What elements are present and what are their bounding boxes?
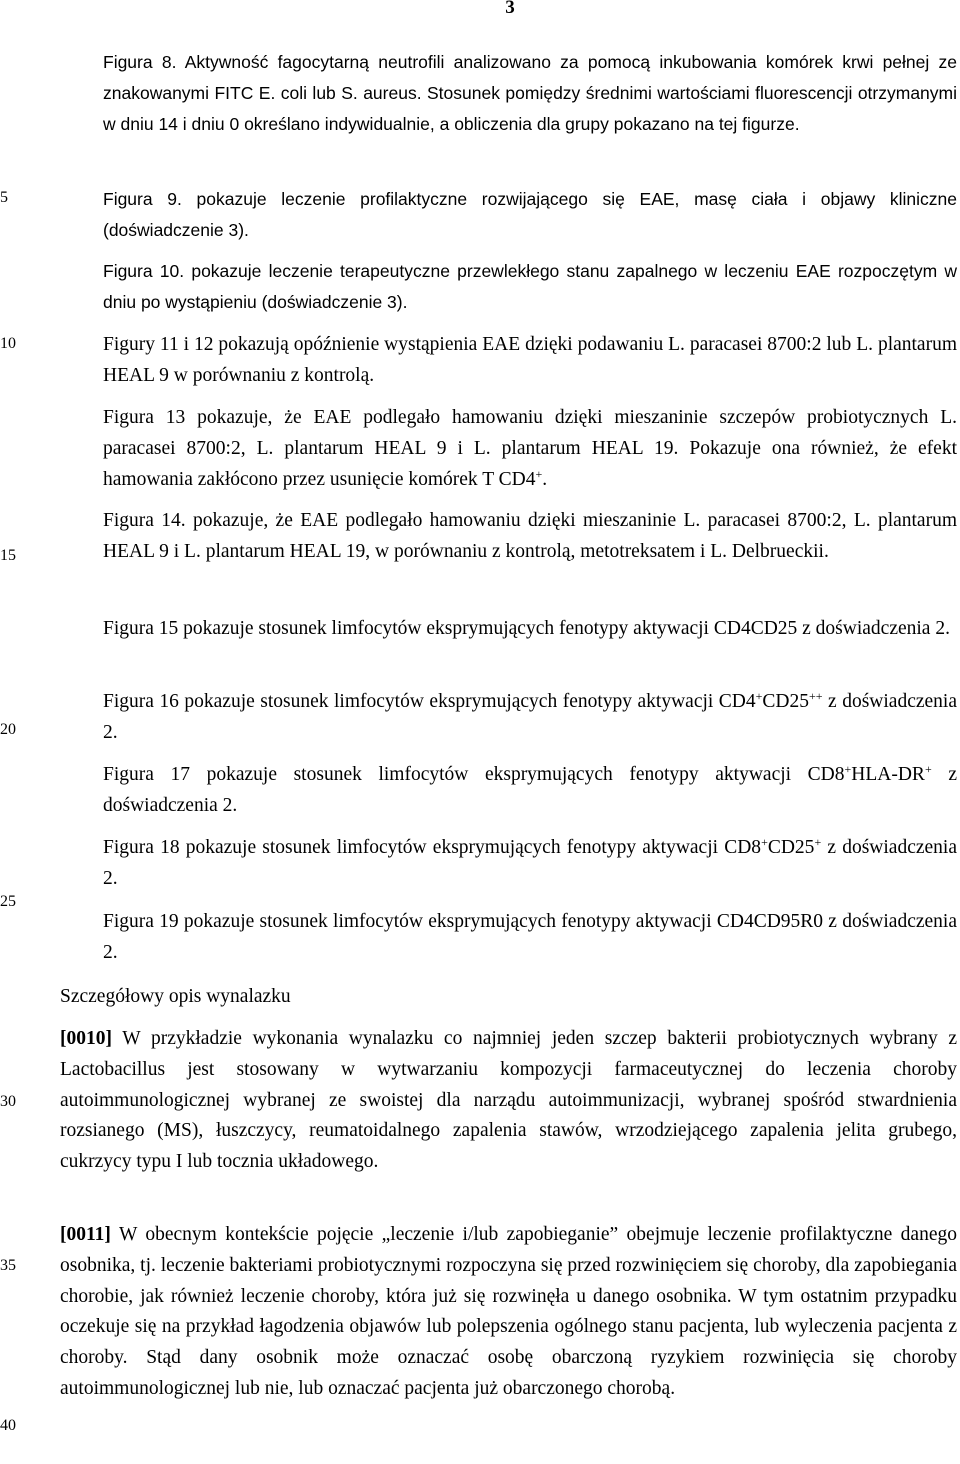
- line-number: 40: [0, 1417, 16, 1434]
- figure-9-caption: Figura 9. pokazuje leczenie profilaktyczne rozwijającego się EAE, masę ciała i objawy kliniczne (doświadczenie 3).: [103, 189, 957, 240]
- paragraph-number: [0010]: [60, 1028, 112, 1049]
- caption-text: Figura 17 pokazuje stosunek limfocytów eksprymujących fenotypy aktywacji CD8: [103, 764, 845, 785]
- caption-text: z doświadczenia 2.: [103, 764, 957, 816]
- figure-14-caption: Figura 14. pokazuje, że EAE podlegało hamowaniu dzięki mieszaninie L. paracasei 8700:2, L. plantarum HEAL 9 i L. plantarum HEAL 19, w porównaniu z kontrolą, metotreksatem i L. Delbrueckii.: [103, 510, 957, 562]
- section-heading: Szczegółowy opis wynalazku: [60, 986, 291, 1007]
- line-number: 25: [0, 893, 16, 910]
- paragraph-0011: [60, 1220, 957, 1405]
- figure-13-caption: [103, 403, 957, 495]
- superscript: +: [755, 689, 763, 703]
- paragraph-text: W obecnym kontekście pojęcie „leczenie i/lub zapobieganie” obejmuje leczenie profilaktyczne danego osobnika, tj. leczenie bakteriami probiotycznymi rozpoczyna się przed rozwinięciem się choroby, dla zapobiegania chorobie, jak również leczenie choroby, która już się rozwinęła u danego osobnika. W tym ostatnim przypadku oczekuje się na przykład łagodzenia objawów lub polepszenia ogólnego stanu pacjenta, lub wyleczenia pacjenta z choroby. Stąd dany osobnik może oznaczać osobę obarczoną ryzykiem rozwinięcia się choroby autoimmunologicznej lub nie, lub oznaczać pacjenta już obarczonego chorobą.: [60, 1224, 958, 1399]
- superscript: +: [844, 762, 852, 776]
- caption-text: HLA-DR: [851, 764, 925, 785]
- figure-11-12-caption: Figury 11 i 12 pokazują opóźnienie wystąpienia EAE dzięki podawaniu L. paracasei 8700:2 lub L. plantarum HEAL 9 w porównaniu z kontrolą.: [103, 334, 957, 386]
- figure-17-caption: [103, 760, 957, 822]
- figure-18-caption: [103, 833, 957, 895]
- caption-text: Figura 18 pokazuje stosunek limfocytów eksprymujących fenotypy aktywacji CD8: [103, 837, 762, 858]
- caption-text: z doświadczenia 2.: [103, 691, 957, 743]
- caption-text: Figura 16 pokazuje stosunek limfocytów eksprymujących fenotypy aktywacji CD4: [103, 691, 756, 712]
- line-number: 5: [0, 189, 8, 206]
- caption-text: CD25: [767, 837, 815, 858]
- figure-15-caption: Figura 15 pokazuje stosunek limfocytów eksprymujących fenotypy aktywacji CD4CD25 z doświadczenia 2.: [103, 618, 950, 639]
- superscript: +: [761, 835, 768, 849]
- superscript: ++: [809, 689, 823, 703]
- line-number: 35: [0, 1257, 16, 1274]
- paragraph-number: [0011]: [60, 1224, 111, 1245]
- paragraph-0010: [60, 1024, 957, 1178]
- figure-19-caption: Figura 19 pokazuje stosunek limfocytów eksprymujących fenotypy aktywacji CD4CD95R0 z doświadczenia 2.: [103, 911, 957, 963]
- figure-8-caption: Figura 8. Aktywność fagocytarną neutrofili analizowano za pomocą inkubowania komórek krwi pełnej ze znakowanymi FITC E. coli lub S. aureus. Stosunek pomiędzy średnimi wartościami fluorescencji otrzymanymi w dniu 14 i dniu 0 określano indywidualnie, a obliczenia dla grupy pokazano na tej figurze.: [103, 52, 957, 134]
- figure-16-caption: [103, 687, 957, 749]
- page-number: 3: [505, 0, 515, 18]
- superscript: +: [535, 466, 543, 481]
- figure-13-text: Figura 13 pokazuje, że EAE podlegało hamowaniu dzięki mieszaninie szczepów probiotycznych L. paracasei 8700:2, L. plantarum HEAL 9 i L. plantarum HEAL 19. Pokazuje ona również, że efekt hamowania zakłócono przez usunięcie komórek T CD4: [103, 407, 957, 490]
- caption-text: CD25: [762, 691, 810, 712]
- line-number: 15: [0, 547, 16, 564]
- line-number: 20: [0, 721, 16, 738]
- figure-10-caption: Figura 10. pokazuje leczenie terapeutyczne przewlekłego stanu zapalnego w leczeniu EAE rozpoczętym w dniu po wystąpieniu (doświadczenie 3).: [103, 261, 957, 312]
- superscript: +: [814, 835, 822, 849]
- line-number: 10: [0, 335, 16, 352]
- caption-text: z doświadczenia 2.: [103, 837, 957, 889]
- superscript: +: [924, 762, 932, 776]
- figure-13-end: .: [542, 468, 548, 490]
- paragraph-text: W przykładzie wykonania wynalazku co najmniej jeden szczep bakterii probiotycznych wybrany z Lactobacillus jest stosowany w wytwarzaniu kompozycji farmaceutycznej do leczenia choroby autoimmunologicznej wybranej ze swoistej dla narządu autoimmunizacji, wybranej spośród stwardnienia rozsianego (MS), łuszczycy, reumatoidalnego zapalenia stawów, wrzodziejącego zapalenia jelita grubego, cukrzycy typu I lub tocznia układowego.: [60, 1028, 957, 1173]
- line-number: 30: [0, 1093, 16, 1110]
